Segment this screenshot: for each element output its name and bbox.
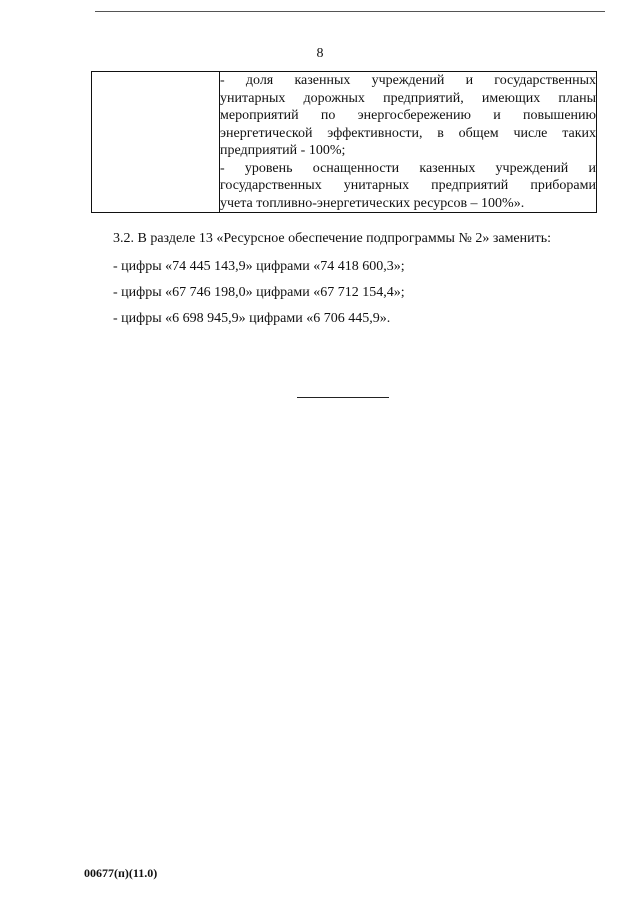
- top-border-line: [95, 11, 605, 12]
- table-cell-line: мероприятий по энергосбережению и повышению: [220, 108, 596, 123]
- table-row: [92, 72, 597, 213]
- page-number: 8: [316, 46, 324, 61]
- table-cell-line: предприятий - 100%;: [220, 143, 346, 158]
- indicator-table: [91, 71, 597, 213]
- section-heading: 3.2. В разделе 13 «Ресурсное обеспечение подпрограммы № 2» заменить:: [113, 231, 552, 246]
- table-right-cell: [220, 72, 597, 213]
- table-cell-line: унитарных дорожных предприятий, имеющих планы: [220, 90, 596, 106]
- replacement-item: - цифры «6 698 945,9» цифрами «6 706 445,9».: [113, 311, 391, 326]
- table-cell-line: энергетической эффективности, в общем числе таких: [220, 125, 596, 141]
- replacement-item: - цифры «74 445 143,9» цифрами «74 418 600,3»;: [113, 259, 405, 274]
- document-code: 00677(п)(11.0): [84, 866, 158, 880]
- end-divider-line: [297, 397, 389, 398]
- table-cell-line: - доля казенных учреждений и государственных: [220, 73, 596, 88]
- table-cell-line: - уровень оснащенности казенных учреждений и: [220, 160, 596, 176]
- table-cell-line: государственных унитарных предприятий приборами: [220, 178, 596, 193]
- table-cell-line: учета топливно-энергетических ресурсов – 100%».: [220, 195, 525, 211]
- replacement-item: - цифры «67 746 198,0» цифрами «67 712 154,4»;: [113, 285, 405, 300]
- table-left-cell: [92, 72, 220, 213]
